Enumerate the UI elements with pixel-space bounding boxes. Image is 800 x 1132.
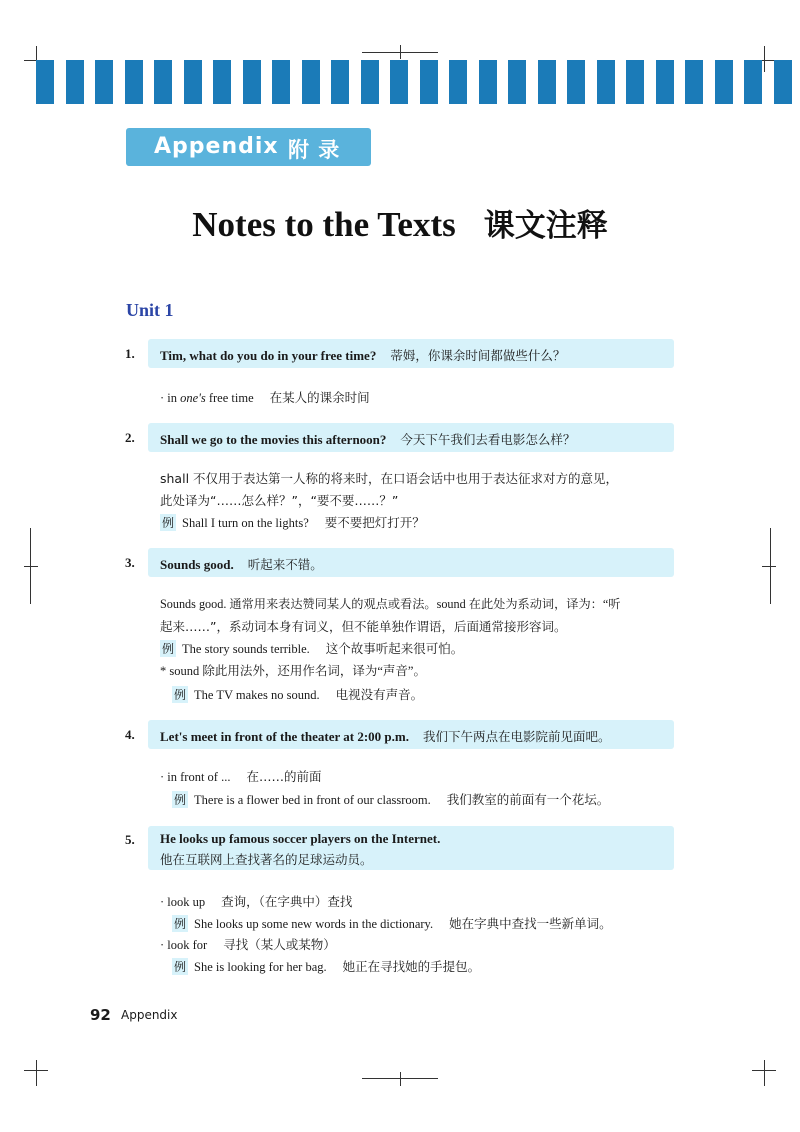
note-sentence-box xyxy=(148,423,674,452)
note-sentence-en: Shall we go to the movies this afternoon? xyxy=(160,432,387,447)
page-title-cn: 课文注释 xyxy=(483,208,608,244)
note-explanation: 起来……”，系动词本身有词义，但不能单独作谓语，后面通常接形容词。 xyxy=(160,619,567,634)
appendix-tab-cn: 附 录 xyxy=(288,138,341,162)
note-item: · look for 寻找（某人或某物） xyxy=(160,937,336,952)
note-star-item: * sound 除此用法外，还用作名词，译为“声音”。 xyxy=(160,664,426,678)
page-number: 92 xyxy=(90,1006,111,1024)
note-sentence-cn: 听起来不错。 xyxy=(247,557,323,572)
header-stripe xyxy=(66,60,84,104)
header-stripe xyxy=(154,60,172,104)
page-title xyxy=(0,200,800,245)
header-stripe xyxy=(95,60,113,104)
header-stripe xyxy=(656,60,674,104)
header-stripe xyxy=(479,60,497,104)
header-stripe xyxy=(420,60,438,104)
example-mark: 例 xyxy=(174,917,187,931)
example-mark: 例 xyxy=(174,688,187,702)
note-sentence-cn: 他在互联网上查找著名的足球运动员。 xyxy=(160,852,373,867)
header-stripe xyxy=(331,60,349,104)
note-explanation: shall 不仅用于表达第一人称的将来时，在口语会话中也用于表达征求对方的意见， xyxy=(160,471,619,486)
header-stripe xyxy=(626,60,644,104)
example-mark: 例 xyxy=(174,960,187,974)
header-stripe xyxy=(744,60,762,104)
header-stripe xyxy=(538,60,556,104)
header-stripe xyxy=(567,60,585,104)
header-stripe xyxy=(125,60,143,104)
note-sentence-box xyxy=(148,826,674,870)
example-line: 例 The TV makes no sound. 电视没有声音。 xyxy=(174,687,424,702)
note-explanation: 此处译为“……怎么样？”，“要不要……？” xyxy=(160,493,399,508)
appendix-tab-en: Appendix xyxy=(154,134,279,159)
note-item: · look up 查询，（在字典中）查找 xyxy=(160,894,353,909)
note-sentence-en: Let's meet in front of the theater at 2:00 p.m. xyxy=(160,729,409,744)
header-stripe xyxy=(302,60,320,104)
header-stripe xyxy=(685,60,703,104)
example-line: 例 There is a flower bed in front of our classroom. 我们教室的前面有一个花坛。 xyxy=(174,792,610,807)
note-sentence-box xyxy=(148,548,674,577)
header-stripe xyxy=(449,60,467,104)
example-line: 例 The story sounds terrible. 这个故事听起来很可怕。 xyxy=(162,641,464,656)
note-number: 4. xyxy=(125,727,135,742)
note-sentence-cn: 今天下午我们去看电影怎么样？ xyxy=(400,432,576,447)
unit-heading: Unit 1 xyxy=(126,300,174,320)
note-sentence-en: He looks up famous soccer players on the Internet. xyxy=(160,831,441,846)
header-stripe xyxy=(213,60,231,104)
header-stripe xyxy=(272,60,290,104)
header-stripe xyxy=(361,60,379,104)
page-title-en: Notes to the Texts xyxy=(192,205,456,244)
example-mark: 例 xyxy=(162,516,175,530)
header-stripe-band xyxy=(36,60,776,104)
note-number: 3. xyxy=(125,555,135,570)
note-explanation: Sounds good. 通常用来表达赞同某人的观点或看法。sound 在此处为系动词，译为：“听 xyxy=(160,597,621,611)
header-stripe xyxy=(36,60,54,104)
note-number: 1. xyxy=(125,346,135,361)
note-sentence-cn: 我们下午两点在电影院前见面吧。 xyxy=(423,729,611,744)
example-mark: 例 xyxy=(174,793,187,807)
footer-label: Appendix xyxy=(121,1008,178,1022)
note-number: 5. xyxy=(125,832,135,847)
note-sentence-box xyxy=(148,339,674,368)
header-stripe xyxy=(243,60,261,104)
header-stripe xyxy=(184,60,202,104)
header-stripe xyxy=(715,60,733,104)
note-sentence-box xyxy=(148,720,674,749)
appendix-tab xyxy=(126,128,371,166)
note-item: · in one's free time 在某人的课余时间 xyxy=(160,390,370,405)
note-number: 2. xyxy=(125,430,135,445)
note-item: · in front of ... 在……的前面 xyxy=(160,769,322,784)
header-stripe xyxy=(774,60,792,104)
header-stripe xyxy=(508,60,526,104)
example-line: 例 She is looking for her bag. 她正在寻找她的手提包。 xyxy=(174,959,481,974)
header-stripe xyxy=(390,60,408,104)
header-stripe xyxy=(597,60,615,104)
note-sentence-en: Tim, what do you do in your free time? xyxy=(160,348,377,363)
example-line: 例 She looks up some new words in the dictionary. 她在字典中查找一些新单词。 xyxy=(174,916,612,931)
note-sentence-cn: 蒂姆，你课余时间都做些什么？ xyxy=(390,348,566,363)
note-sentence-en: Sounds good. xyxy=(160,557,234,572)
example-mark: 例 xyxy=(162,642,175,656)
example-line: 例 Shall I turn on the lights? 要不要把灯打开？ xyxy=(162,515,425,530)
